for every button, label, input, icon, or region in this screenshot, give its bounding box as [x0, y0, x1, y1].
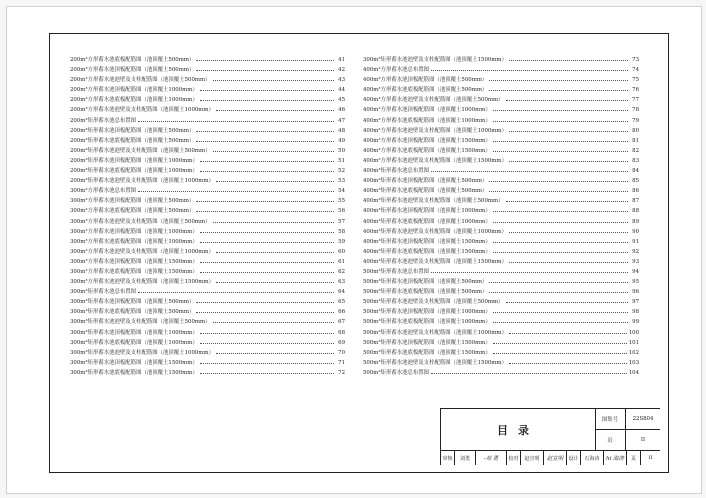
toc-entry[interactable] — [70, 358, 345, 368]
toc-entry[interactable] — [363, 307, 639, 317]
dot-leader — [431, 272, 628, 273]
toc-entry-title: 200m³方形蓄水池池壁及支柱配筋图（池顶覆土1000mm） — [70, 107, 214, 114]
toc-entry[interactable] — [363, 166, 639, 176]
designer-name: 石海涛 — [581, 451, 604, 465]
dot-leader — [216, 282, 334, 283]
dot-leader — [506, 100, 629, 101]
toc-entry[interactable] — [363, 65, 639, 75]
toc-entry[interactable] — [363, 196, 639, 206]
checker-signature: 赵宣明 — [544, 451, 567, 465]
toc-entry-page: 101 — [628, 339, 639, 346]
dot-leader — [216, 181, 334, 182]
toc-entry-title: 300m³方形蓄水池总布置图 — [70, 188, 137, 195]
toc-entry-page: 88 — [632, 208, 639, 215]
dot-leader — [196, 141, 334, 142]
toc-entry[interactable] — [70, 146, 345, 156]
page-value-small: II — [648, 455, 653, 461]
toc-entry-page: 64 — [338, 289, 345, 296]
toc-entry-page: 89 — [632, 218, 639, 225]
toc-entry[interactable] — [70, 348, 345, 358]
toc-entry-page: 74 — [632, 67, 639, 74]
dot-leader — [213, 322, 335, 323]
toc-entry-title: 500m³矩形蓄水池底板配筋图（池顶覆土500mm） — [363, 289, 488, 296]
toc-entry-page: 96 — [632, 289, 639, 296]
toc-entry[interactable] — [70, 217, 345, 227]
toc-entry-title: 300m³矩形蓄水池顶板配筋图（池顶覆土1000mm） — [70, 329, 198, 336]
dot-leader — [196, 70, 334, 71]
toc-entry-page: 97 — [632, 299, 639, 306]
toc-entry-page: 98 — [632, 309, 639, 316]
toc-entry-title: 400m³矩形蓄水池顶板配筋图（池顶覆土500mm） — [363, 178, 488, 185]
toc-entry[interactable] — [70, 237, 345, 247]
toc-entry-title: 300m³矩形蓄水池池壁及支柱配筋图（池顶覆土500mm） — [70, 319, 211, 326]
toc-entry-title: 500m³矩形蓄水池顶板配筋图（池顶覆土1000mm） — [363, 309, 491, 316]
toc-entry-page: 69 — [338, 339, 345, 346]
toc-entry[interactable] — [363, 105, 639, 115]
toc-entry-page: 84 — [632, 168, 639, 175]
toc-entry-title: 200m³方形蓄水池底板配筋图（池顶覆土1000mm） — [70, 97, 198, 104]
toc-entry-title: 300m³方形蓄水池顶板配筋图（池顶覆土500mm） — [70, 198, 195, 205]
toc-entry-page: 55 — [338, 198, 345, 205]
dot-leader — [138, 191, 334, 192]
check-label: 校对 — [507, 451, 521, 465]
dot-leader — [200, 363, 334, 364]
toc-entry-page: 94 — [632, 268, 639, 275]
toc-entry[interactable] — [363, 277, 639, 287]
toc-entry[interactable] — [70, 277, 345, 287]
signature-row — [441, 451, 660, 465]
toc-entry[interactable] — [363, 186, 639, 196]
toc-entry[interactable] — [70, 227, 345, 237]
dot-leader — [200, 343, 334, 344]
toc-entry-page: 51 — [338, 157, 345, 164]
toc-entry[interactable] — [363, 75, 639, 85]
toc-entry[interactable] — [363, 176, 639, 186]
toc-entry-title: 300m³矩形蓄水池底板配筋图（池顶覆土1000mm） — [70, 339, 198, 346]
toc-entry-page: 68 — [338, 329, 345, 336]
toc-entry-page: 93 — [632, 258, 639, 265]
toc-entry-title: 200m³方形蓄水池底板配筋图（池顶覆土500mm） — [70, 57, 195, 63]
toc-entry-title: 300m³方形蓄水池池壁及支柱配筋图（池顶覆土500mm） — [70, 218, 211, 225]
toc-entry-title: 500m³矩形蓄水池总布置图 — [363, 369, 430, 376]
toc-entry-page: 71 — [338, 359, 345, 366]
dot-leader — [200, 161, 334, 162]
toc-entry-title: 200m³矩形蓄水池顶板配筋图（池顶覆土1000mm） — [70, 157, 198, 164]
toc-entry-page: 61 — [338, 258, 345, 265]
toc-entry[interactable] — [363, 55, 639, 65]
toc-entry[interactable] — [363, 217, 639, 227]
toc-entry-title: 300m³矩形蓄水池底板配筋图（池顶覆土500mm） — [70, 309, 195, 316]
page-number-value: II — [640, 437, 646, 443]
dot-leader — [431, 70, 628, 71]
dot-leader — [493, 141, 628, 142]
toc-entry-title: 300m³方形蓄水池底板配筋图（池顶覆土1500mm） — [70, 268, 198, 275]
dot-leader — [489, 80, 628, 81]
dot-leader — [216, 252, 334, 253]
toc-entry-page: 72 — [338, 369, 345, 376]
toc-entry-page: 42 — [338, 67, 345, 74]
title-block-top-row — [441, 409, 660, 451]
toc-entry-page: 87 — [632, 198, 639, 205]
toc-entry-title: 300m³方形蓄水池底板配筋图（池顶覆土1000mm） — [70, 238, 198, 245]
dot-leader — [196, 211, 334, 212]
toc-entry-title: 500m³矩形蓄水池池壁及支柱配筋图（池顶覆土500mm） — [363, 299, 504, 306]
toc-entry-page: 70 — [338, 349, 345, 356]
toc-entry-title: 400m³矩形蓄水池底板配筋图（池顶覆土1500mm） — [363, 248, 491, 255]
toc-entry-page: 91 — [632, 238, 639, 245]
toc-entry-page: 104 — [628, 369, 639, 376]
toc-entry[interactable] — [363, 257, 639, 267]
dot-leader — [196, 312, 334, 313]
toc-entry-title: 300m³矩形蓄水池顶板配筋图（池顶覆土500mm） — [70, 299, 195, 306]
toc-entry-title: 200m³方形蓄水池顶板配筋图（池顶覆土500mm） — [70, 67, 195, 74]
toc-entry[interactable] — [363, 126, 639, 136]
toc-entry[interactable] — [70, 368, 345, 378]
toc-entry[interactable] — [70, 317, 345, 327]
toc-right-column — [363, 55, 639, 378]
toc-entry[interactable] — [70, 176, 345, 186]
dot-leader — [431, 171, 628, 172]
dot-leader — [200, 171, 334, 172]
toc-entry-page: 59 — [338, 238, 345, 245]
page-number-label: 页 — [595, 430, 626, 450]
dot-leader — [200, 242, 334, 243]
toc-entry[interactable] — [70, 105, 345, 115]
toc-entry-title: 500m³矩形蓄水池顶板配筋图（池顶覆土500mm） — [363, 279, 488, 286]
toc-entry[interactable] — [363, 146, 639, 156]
toc-entry-title: 500m³矩形蓄水池顶板配筋图（池顶覆土1500mm） — [363, 339, 491, 346]
dot-leader — [213, 151, 335, 152]
dot-leader — [489, 181, 628, 182]
toc-entry-page: 65 — [338, 299, 345, 306]
toc-entry-title: 300m³方形蓄水池池壁及支柱配筋图（池顶覆土1000mm） — [70, 248, 214, 255]
toc-entry-page: 58 — [338, 228, 345, 235]
toc-entry-page: 77 — [632, 97, 639, 104]
toc-entry[interactable] — [363, 297, 639, 307]
toc-entry-title: 200m³方形蓄水池池壁及支柱配筋图（池顶覆土500mm） — [70, 77, 211, 84]
toc-entry[interactable] — [70, 338, 345, 348]
reviewer-signature: -刘 勇 — [476, 451, 507, 465]
dot-leader — [506, 201, 629, 202]
toc-entry-title: 400m³方形蓄水池池壁及支柱配筋图（池顶覆土1000mm） — [363, 127, 507, 134]
toc-entry[interactable] — [70, 196, 345, 206]
toc-entry-title: 300m³矩形蓄水池总布置图 — [70, 289, 137, 296]
dot-leader — [196, 201, 334, 202]
toc-entry[interactable] — [363, 368, 639, 378]
dot-leader — [213, 80, 335, 81]
dot-leader — [509, 161, 628, 162]
toc-entry-page: 83 — [632, 157, 639, 164]
toc-entry-page: 76 — [632, 87, 639, 94]
dot-leader — [493, 211, 628, 212]
title-block — [440, 408, 660, 465]
toc-entry-title: 500m³矩形蓄水池池壁及支柱配筋图（池顶覆土1000mm） — [363, 329, 507, 336]
toc-entry-title: 200m³矩形蓄水池顶板配筋图（池顶覆土500mm） — [70, 127, 195, 134]
toc-entry-title: 300m³方形蓄水池顶板配筋图（池顶覆土1500mm） — [70, 258, 198, 265]
toc-entry-title: 300m³矩形蓄水池顶板配筋图（池顶覆土1500mm） — [70, 359, 198, 366]
toc-entry-page: 73 — [632, 57, 639, 63]
dot-leader — [493, 222, 628, 223]
page-title: 目录 — [441, 409, 596, 450]
toc-entry-title: 300m³方形蓄水池底板配筋图（池顶覆土500mm） — [70, 208, 195, 215]
toc-entry-page: 81 — [632, 137, 639, 144]
toc-entry-page: 95 — [632, 279, 639, 286]
dot-leader — [493, 312, 628, 313]
toc-entry-title: 200m³矩形蓄水池池壁及支柱配筋图（池顶覆土1000mm） — [70, 178, 214, 185]
toc-entry-title: 500m³矩形蓄水池底板配筋图（池顶覆土1500mm） — [363, 349, 491, 356]
toc-entry[interactable] — [70, 247, 345, 257]
design-label: 设计 — [567, 451, 581, 465]
toc-entry-title: 500m³矩形蓄水池总布置图 — [363, 268, 430, 275]
toc-entry-page: 54 — [338, 188, 345, 195]
dot-leader — [509, 232, 628, 233]
toc-entry[interactable] — [363, 328, 639, 338]
toc-entry-title: 400m³矩形蓄水池底板配筋图（池顶覆土1000mm） — [363, 218, 491, 225]
toc-entry[interactable] — [70, 156, 345, 166]
dot-leader — [509, 60, 628, 61]
dot-leader — [489, 292, 628, 293]
toc-entry[interactable] — [363, 85, 639, 95]
dot-leader — [493, 353, 627, 354]
toc-entry-title: 400m³方形蓄水池顶板配筋图（池顶覆土1500mm） — [363, 137, 491, 144]
dot-leader — [509, 131, 628, 132]
toc-entry-title: 200m³矩形蓄水池底板配筋图（池顶覆土1000mm） — [70, 168, 198, 175]
dot-leader — [489, 282, 628, 283]
toc-entry-title: 400m³矩形蓄水池顶板配筋图（池顶覆土1000mm） — [363, 208, 491, 215]
toc-entry-page: 102 — [628, 349, 639, 356]
dot-leader — [216, 110, 334, 111]
toc-entry-title: 200m³方形蓄水池顶板配筋图（池顶覆土1000mm） — [70, 87, 198, 94]
toc-entry-title: 300m³矩形蓄水池池壁及支柱配筋图（池顶覆土1500mm） — [363, 57, 507, 63]
toc-entry[interactable] — [70, 95, 345, 105]
toc-entry[interactable] — [70, 75, 345, 85]
dot-leader — [200, 232, 334, 233]
dot-leader — [493, 121, 628, 122]
toc-entry-page: 92 — [632, 248, 639, 255]
dot-leader — [200, 262, 334, 263]
toc-entry[interactable] — [70, 206, 345, 216]
toc-entry-title: 400m³矩形蓄水池底板配筋图（池顶覆土500mm） — [363, 188, 488, 195]
toc-entry-page: 46 — [338, 107, 345, 114]
toc-entry[interactable] — [363, 156, 639, 166]
toc-entry-title: 500m³矩形蓄水池池壁及支柱配筋图（池顶覆土1500mm） — [363, 359, 507, 366]
toc-entry-title: 400m³方形蓄水池底板配筋图（池顶覆土500mm） — [363, 87, 488, 94]
toc-entry-page: 103 — [628, 359, 639, 366]
toc-entry[interactable] — [363, 136, 639, 146]
dot-leader — [493, 110, 628, 111]
toc-entry[interactable] — [70, 55, 345, 65]
toc-entry[interactable] — [363, 227, 639, 237]
toc-entry-title: 400m³方形蓄水池底板配筋图（池顶覆土1000mm） — [363, 117, 491, 124]
dot-leader — [509, 363, 627, 364]
toc-entry-page: 75 — [632, 77, 639, 84]
toc-entry-page: 99 — [632, 319, 639, 326]
toc-entry-page: 63 — [338, 279, 345, 286]
toc-entry-page: 48 — [338, 127, 345, 134]
toc-entry-title: 200m³矩形蓄水池池壁及支柱配筋图（池顶覆土500mm） — [70, 147, 211, 154]
dot-leader — [493, 343, 627, 344]
atlas-number-value: 22S804 — [626, 409, 660, 430]
toc-entry[interactable] — [363, 358, 639, 368]
toc-entry-page: 100 — [628, 329, 639, 336]
toc-entry-page: 80 — [632, 127, 639, 134]
toc-entry[interactable] — [363, 287, 639, 297]
toc-entry-page: 82 — [632, 147, 639, 154]
toc-entry-page: 67 — [338, 319, 345, 326]
toc-entry[interactable] — [363, 267, 639, 277]
atlas-number-label: 图集号 — [595, 409, 626, 430]
toc-entry-page: 45 — [338, 97, 345, 104]
toc-entry[interactable] — [70, 287, 345, 297]
dot-leader — [489, 90, 628, 91]
dot-leader — [493, 252, 628, 253]
toc-entry-title: 400m³矩形蓄水池总布置图 — [363, 168, 430, 175]
toc-left-column — [70, 55, 345, 378]
toc-entry-title: 400m³方形蓄水池池壁及支柱配筋图（池顶覆土500mm） — [363, 97, 504, 104]
toc-entry-page: 79 — [632, 117, 639, 124]
toc-entry-title: 400m³方形蓄水池顶板配筋图（池顶覆土1000mm） — [363, 107, 491, 114]
dot-leader — [493, 322, 628, 323]
toc-entry[interactable] — [363, 95, 639, 105]
toc-entry[interactable] — [70, 328, 345, 338]
toc-entry-title: 400m³矩形蓄水池池壁及支柱配筋图（池顶覆土1500mm） — [363, 258, 507, 265]
dot-leader — [138, 292, 334, 293]
toc-entry-page: 47 — [338, 117, 345, 124]
dot-leader — [493, 151, 628, 152]
dot-leader — [200, 333, 334, 334]
dot-leader — [489, 191, 628, 192]
checker-name: 赵宣明 — [521, 451, 544, 465]
toc-entry[interactable] — [363, 317, 639, 327]
toc-entry[interactable] — [70, 307, 345, 317]
toc-entry-title: 300m³方形蓄水池池壁及支柱配筋图（池顶覆土1500mm） — [70, 279, 214, 286]
toc-entry[interactable] — [70, 186, 345, 196]
toc-entry[interactable] — [70, 136, 345, 146]
toc-entry[interactable] — [363, 116, 639, 126]
dot-leader — [196, 60, 334, 61]
toc-entry-title: 400m³方形蓄水池底板配筋图（池顶覆土1500mm） — [363, 147, 491, 154]
toc-entry[interactable] — [70, 116, 345, 126]
page-label-small: 页 — [627, 451, 641, 465]
reviewer-name: 刘勇 — [455, 451, 476, 465]
toc-entry[interactable] — [70, 126, 345, 136]
dot-leader — [138, 121, 334, 122]
toc-entry[interactable] — [363, 338, 639, 348]
toc-entry-title: 400m³矩形蓄水池池壁及支柱配筋图（池顶覆土1000mm） — [363, 228, 507, 235]
toc-entry-page: 90 — [632, 228, 639, 235]
dot-leader — [200, 272, 334, 273]
toc-entry-page: 78 — [632, 107, 639, 114]
toc-entry-title: 500m³矩形蓄水池底板配筋图（池顶覆土1000mm） — [363, 319, 491, 326]
toc-entry-page: 86 — [632, 188, 639, 195]
toc-entry-page: 41 — [338, 57, 345, 63]
toc-entry-title: 200m³矩形蓄水池底板配筋图（池顶覆土500mm） — [70, 137, 195, 144]
dot-leader — [506, 302, 629, 303]
dot-leader — [431, 373, 627, 374]
toc-entry-title: 200m³矩形蓄水池总布置图 — [70, 117, 137, 124]
toc-entry-page: 62 — [338, 268, 345, 275]
dot-leader — [509, 333, 627, 334]
toc-entry-title: 300m³矩形蓄水池底板配筋图（池顶覆土1500mm） — [70, 369, 198, 376]
toc-entry-title: 300m³矩形蓄水池池壁及支柱配筋图（池顶覆土1000mm） — [70, 349, 214, 356]
toc-entry-page: 43 — [338, 77, 345, 84]
dot-leader — [509, 262, 628, 263]
toc-entry-page: 50 — [338, 147, 345, 154]
designer-signature: hi 海涛 — [604, 451, 627, 465]
toc-entry-page: 85 — [632, 178, 639, 185]
toc-entry[interactable] — [70, 257, 345, 267]
toc-entry-title: 400m³方形蓄水池池壁及支柱配筋图（池顶覆土1500mm） — [363, 157, 507, 164]
toc-entry-page: 56 — [338, 208, 345, 215]
toc-entry[interactable] — [363, 237, 639, 247]
toc-entry-page: 53 — [338, 178, 345, 185]
dot-leader — [213, 222, 335, 223]
dot-leader — [200, 373, 334, 374]
toc-entry[interactable] — [363, 348, 639, 358]
toc-entry[interactable] — [70, 297, 345, 307]
toc-entry-title: 400m³方形蓄水池顶板配筋图（池顶覆土500mm） — [363, 77, 488, 84]
toc-entry[interactable] — [70, 65, 345, 75]
dot-leader — [200, 90, 334, 91]
toc-entry[interactable] — [363, 247, 639, 257]
dot-leader — [196, 131, 334, 132]
toc-entry-page: 60 — [338, 248, 345, 255]
dot-leader — [200, 100, 334, 101]
toc-entry-page: 44 — [338, 87, 345, 94]
toc-entry-title: 400m³矩形蓄水池顶板配筋图（池顶覆土1500mm） — [363, 238, 491, 245]
toc-entry-page: 66 — [338, 309, 345, 316]
toc-entry-page: 52 — [338, 168, 345, 175]
toc-entry-page: 57 — [338, 218, 345, 225]
toc-entry-page: 49 — [338, 137, 345, 144]
toc-entry[interactable] — [70, 166, 345, 176]
toc-entry[interactable] — [70, 85, 345, 95]
dot-leader — [216, 353, 334, 354]
toc-entry-title: 400m³方形蓄水池总布置图 — [363, 67, 430, 74]
dot-leader — [493, 242, 628, 243]
dot-leader — [196, 302, 334, 303]
toc-entry[interactable] — [70, 267, 345, 277]
toc-entry-title: 400m³矩形蓄水池池壁及支柱配筋图（池顶覆土500mm） — [363, 198, 504, 205]
toc-entry[interactable] — [363, 206, 639, 216]
toc-entry-title: 300m³方形蓄水池顶板配筋图（池顶覆土1000mm） — [70, 228, 198, 235]
review-label: 审核 — [441, 451, 455, 465]
